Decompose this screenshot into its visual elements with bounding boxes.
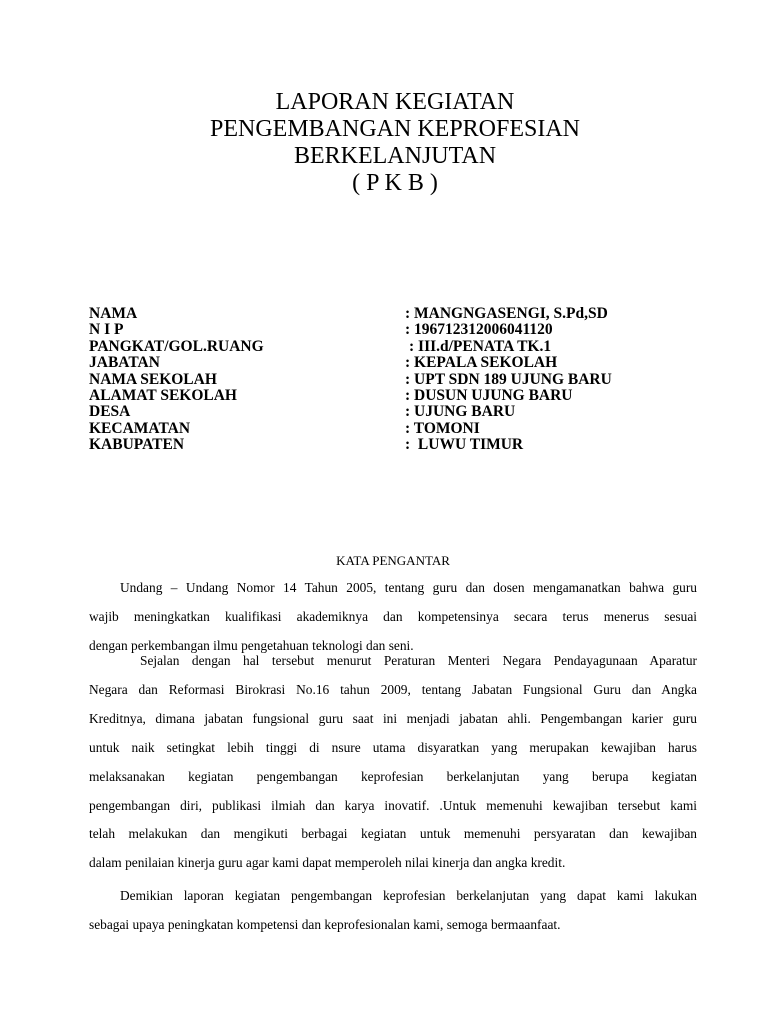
paragraph-line: untuk naik setingkat lebih tinggi di nsure utama disyaratkan yang merupakan kewajiban harus	[89, 739, 697, 755]
identity-value: : MANGNGASENGI, S.Pd,SD	[405, 305, 608, 322]
paragraph-line: Undang – Undang Nomor 14 Tahun 2005, tentang guru dan dosen mengamanatkan bahwa guru	[120, 580, 697, 595]
identity-label: KECAMATAN	[89, 419, 191, 437]
title-line-2: PENGEMBANGAN KEPROFESIAN	[209, 116, 581, 142]
identity-row-kabupaten	[89, 437, 709, 453]
identity-label: PANGKAT/GOL.RUANG	[89, 337, 264, 355]
kata-pengantar-heading: KATA PENGANTAR	[336, 553, 450, 568]
identity-value: : UJUNG BARU	[405, 403, 516, 421]
paragraph-line: melaksanakan kegiatan pengembangan keprofesian berkelanjutan yang berupa kegiatan	[89, 768, 697, 784]
identity-value: : TOMONI	[405, 419, 480, 437]
paragraph-line: wajib meningkatkan kualifikasi akademiknya dan kompetensinya secara terus menerus sesuai	[89, 608, 697, 624]
paragraph-line: Sejalan dengan hal tersebut menurut Peraturan Menteri Negara Pendayagunaan Aparatur	[140, 653, 697, 668]
paragraph-line: dalam penilaian kinerja guru agar kami dapat memperoleh nilai kinerja dan angka kredit.	[89, 855, 566, 871]
identity-row-jabatan	[89, 355, 709, 371]
identity-row-nama-sekolah	[89, 372, 709, 388]
identity-value: : LUWU TIMUR	[405, 436, 524, 454]
title-line-1: LAPORAN KEGIATAN	[275, 89, 515, 115]
paragraph-line: Kreditnya, dimana jabatan fungsional guru saat ini menjadi jabatan ahli. Pengembangan karier guru	[89, 710, 697, 726]
title-line-4: ( P K B )	[352, 170, 438, 196]
paragraph-line: sebagai upaya peningkatan kompetensi dan keprofesionalan kami, semoga bermaanfaat.	[89, 916, 561, 932]
identity-label: NAMA	[89, 305, 138, 322]
paragraph-line: pengembangan diri, publikasi ilmiah dan karya inovatif. .Untuk memenuhi kewajiban tersebut kami	[89, 797, 697, 813]
identity-value: : 196712312006041120	[405, 321, 553, 339]
identity-label: N I P	[89, 321, 124, 339]
identity-row-nama	[89, 306, 709, 322]
identity-row-pangkat	[89, 339, 709, 355]
identity-label: DESA	[89, 403, 131, 421]
identity-row-desa	[89, 404, 709, 420]
paragraph-2	[89, 647, 697, 878]
paragraph-line: telah melakukan dan mengikuti berbagai kegiatan untuk memenuhi persyaratan dan kewajiban	[89, 826, 697, 842]
report-title	[0, 89, 768, 197]
identity-value: : III.d/PENATA TK.1	[409, 337, 552, 355]
identity-row-kecamatan	[89, 421, 709, 437]
paragraph-line: Negara dan Reformasi Birokrasi No.16 tahun 2009, tentang Jabatan Fungsional Guru dan Angka	[89, 681, 697, 697]
paragraph-line: dengan perkembangan ilmu pengetahuan teknologi dan seni.	[89, 637, 414, 653]
title-line-3: BERKELANJUTAN	[293, 143, 497, 169]
identity-row-alamat-sekolah	[89, 388, 709, 404]
paragraph-line: Demikian laporan kegiatan pengembangan keprofesian berkelanjutan yang dapat kami lakukan	[120, 888, 697, 903]
identity-value: : KEPALA SEKOLAH	[405, 354, 558, 372]
paragraph-3	[89, 882, 697, 940]
identity-row-nip	[89, 322, 709, 338]
identity-label: NAMA SEKOLAH	[89, 370, 217, 388]
identity-label: JABATAN	[89, 354, 160, 372]
identity-value: : DUSUN UJUNG BARU	[405, 386, 573, 404]
identity-value: : UPT SDN 189 UJUNG BARU	[405, 370, 612, 388]
identity-table	[89, 306, 709, 454]
identity-label: KABUPATEN	[89, 436, 185, 454]
identity-label: ALAMAT SEKOLAH	[89, 386, 237, 404]
